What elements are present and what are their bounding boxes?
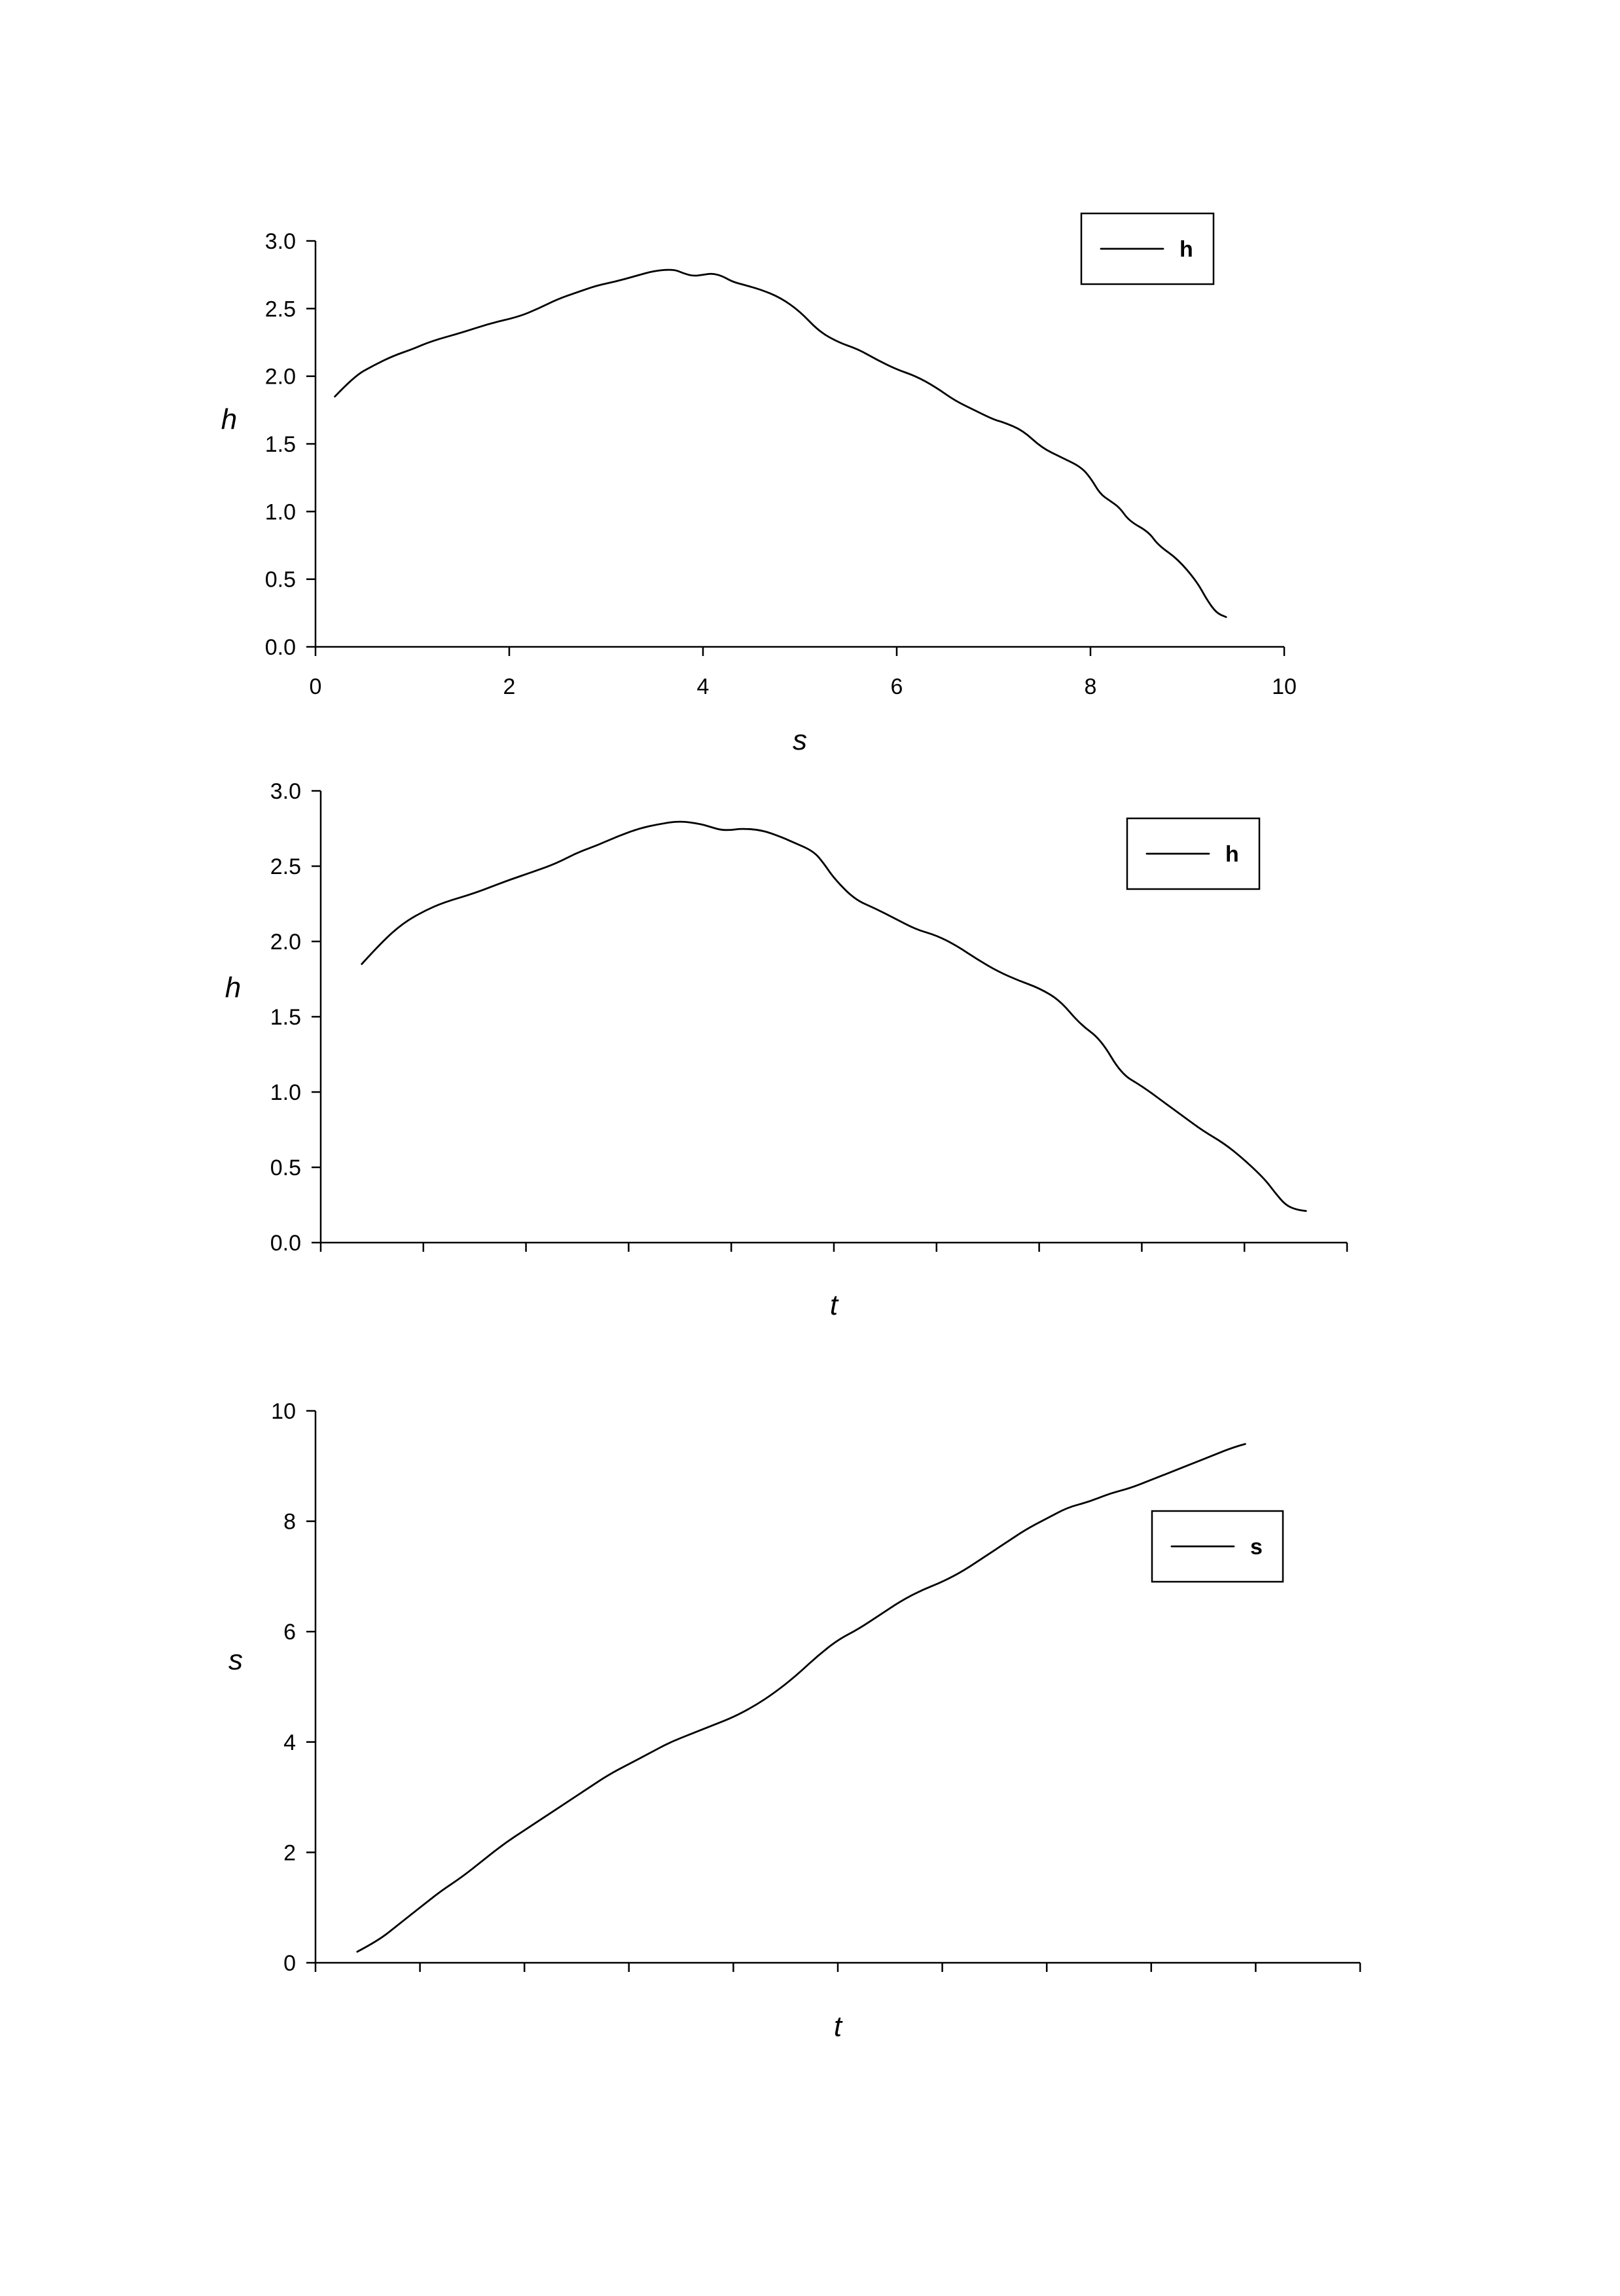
x-tick-label: 4: [696, 674, 710, 699]
y-tick-label: 4: [283, 1730, 296, 1755]
series-line-h: [335, 270, 1227, 617]
y-tick-label: 1.5: [270, 1005, 301, 1030]
y-tick-label: 0.0: [264, 635, 296, 660]
y-tick-label: 0.5: [264, 567, 296, 592]
series-line-s: [357, 1444, 1246, 1952]
legend-label: s: [1250, 1535, 1263, 1559]
x-axis-title: t: [829, 1289, 838, 1321]
y-axis-title: h: [221, 403, 238, 435]
y-tick-label: 1.0: [264, 500, 296, 525]
y-axis-title: s: [228, 1644, 243, 1676]
legend: [1081, 213, 1214, 284]
y-tick-label: 2.0: [264, 364, 296, 390]
y-tick-label: 8: [283, 1509, 296, 1535]
y-tick-label: 2.5: [264, 297, 296, 322]
y-tick-label: 3.0: [264, 229, 296, 254]
legend: [1152, 1511, 1283, 1582]
x-axis-title: s: [793, 724, 807, 756]
x-tick-label: 6: [890, 674, 903, 699]
y-tick-label: 0: [283, 1951, 296, 1976]
y-tick-label: 10: [271, 1399, 296, 1424]
x-tick-label: 2: [503, 674, 516, 699]
y-tick-label: 0.0: [270, 1231, 301, 1256]
y-tick-label: 2: [283, 1840, 296, 1866]
chart-h-vs-s: [221, 213, 1297, 756]
legend-label: h: [1225, 842, 1239, 867]
x-tick-label: 8: [1084, 674, 1097, 699]
y-tick-label: 1.0: [270, 1080, 301, 1105]
y-tick-label: 1.5: [264, 432, 296, 457]
x-tick-label: 10: [1272, 674, 1297, 699]
y-tick-label: 2.0: [270, 930, 301, 955]
x-tick-label: 0: [309, 674, 322, 699]
legend-label: h: [1179, 237, 1193, 262]
chart-s-vs-t: [228, 1399, 1360, 2043]
y-tick-label: 6: [283, 1620, 296, 1645]
y-tick-label: 2.5: [270, 854, 301, 879]
y-tick-label: 0.5: [270, 1156, 301, 1180]
chart-h-vs-t: [225, 779, 1347, 1321]
x-axis-title: t: [833, 2011, 842, 2043]
y-tick-label: 3.0: [270, 779, 301, 804]
legend: [1127, 818, 1259, 889]
y-axis-title: h: [225, 972, 242, 1004]
